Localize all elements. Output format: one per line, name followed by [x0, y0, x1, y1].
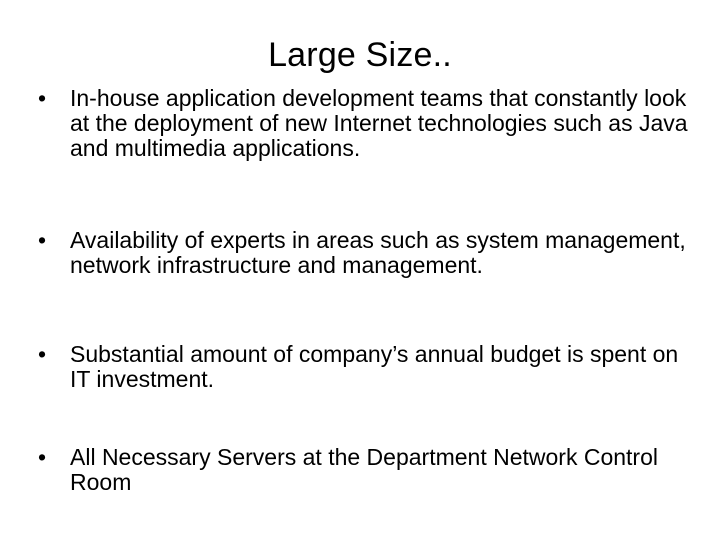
- bullet-text: Substantial amount of company’s annual budget is spent on IT investment.: [70, 341, 679, 392]
- bullet-item: [38, 342, 698, 392]
- bullet-text: All Necessary Servers at the Department Network Control Room: [70, 444, 658, 495]
- bullet-icon: •: [38, 227, 47, 253]
- bullet-item: [38, 445, 698, 495]
- slide-title: Large Size..: [268, 36, 452, 74]
- bullet-icon: •: [38, 341, 47, 367]
- bullet-icon: •: [38, 444, 47, 470]
- bullet-text: Availability of experts in areas such as system management, network infrastructure and management.: [70, 227, 686, 278]
- bullet-text: In-house application development teams that constantly look at the deployment of new Internet technologies such as Java and multimedia applications.: [70, 85, 688, 161]
- bullet-item: [38, 228, 698, 278]
- bullet-icon: •: [38, 85, 47, 111]
- bullet-item: [38, 86, 698, 161]
